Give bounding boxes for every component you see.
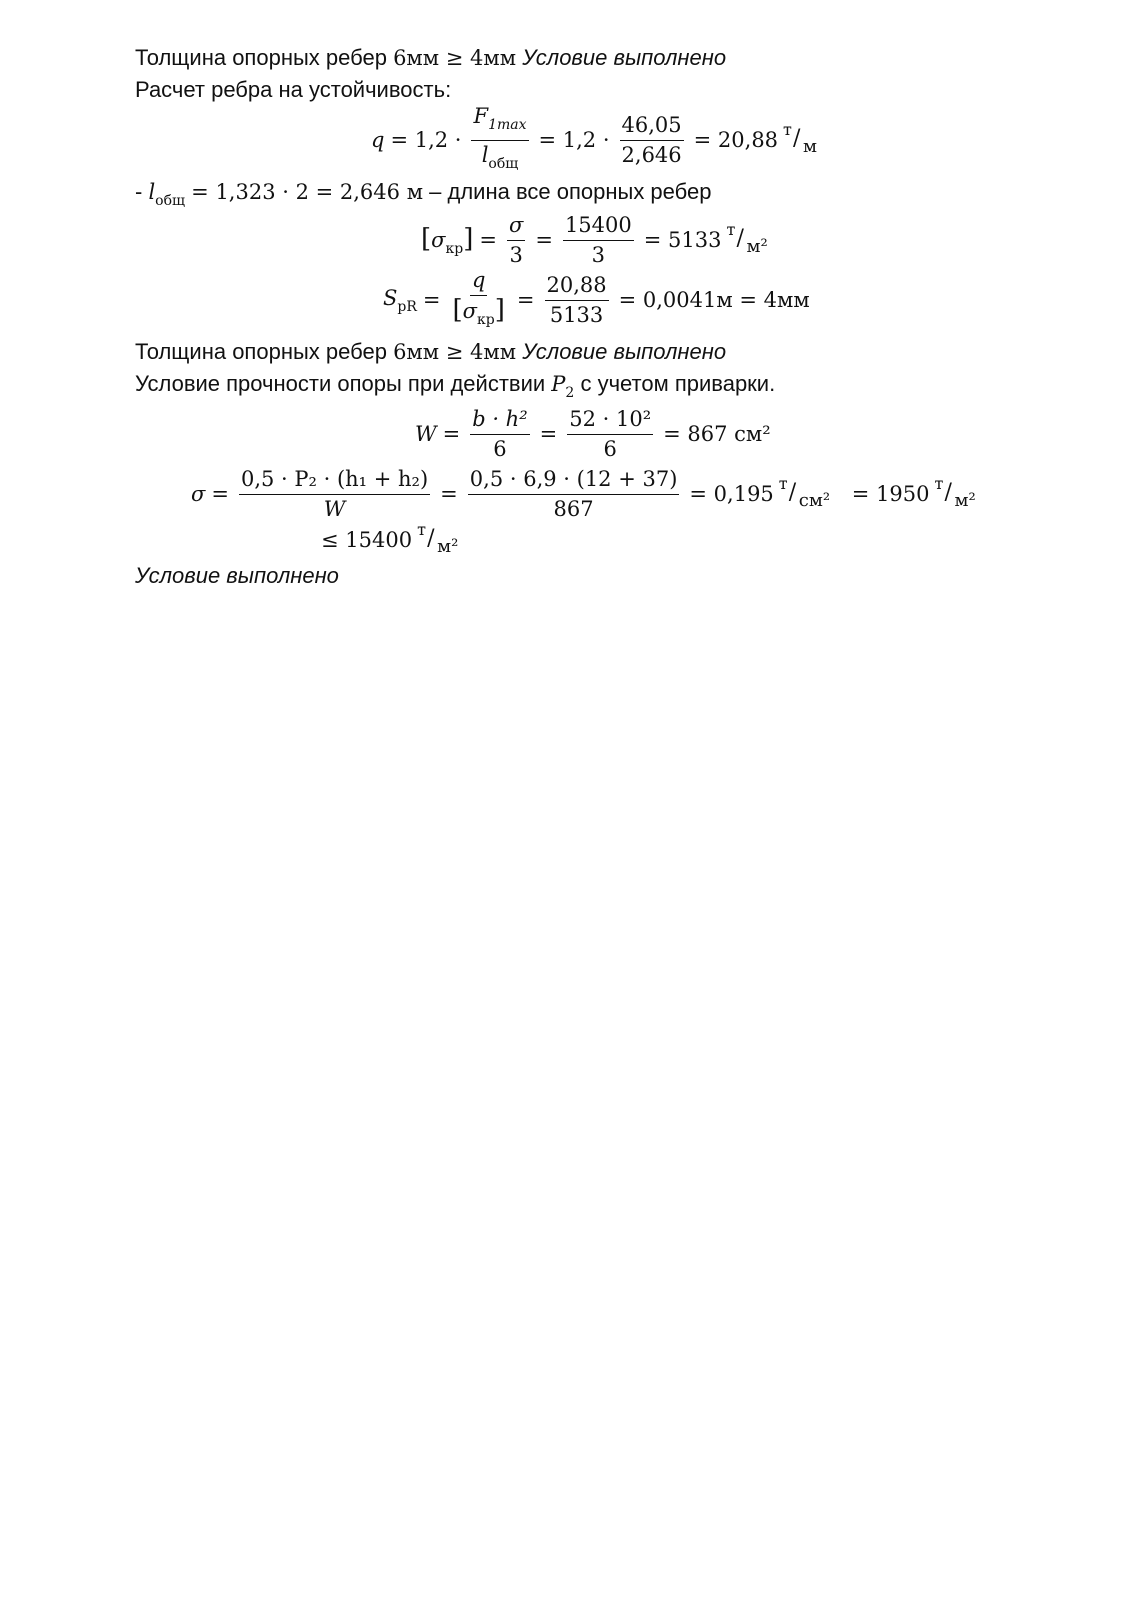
l-total-description: – длина все опорных ребер [423,179,712,204]
sigma-den-value: 3 [591,242,606,267]
equation-stress-limit [318,520,463,560]
l-total-symbol: l [148,180,156,204]
stress-num-value: 0,5 · 6,9 · (12 + 37) [468,466,680,495]
q-den-value: 2,646 [621,142,682,167]
rib-thickness-inequality-2: 6мм ≥ 4мм [393,340,517,364]
sigma-eq1: = [479,228,497,252]
sigma-num-value: 15400 [563,212,634,241]
l-total-value: = 1,323 · 2 = 2,646 м [191,180,424,204]
unit-t-b: т [778,474,788,493]
p2-symbol: P [551,372,566,396]
fraction-stress-values [465,466,683,523]
unit-m2-c: м² [437,536,459,557]
s-den-sigma: σ [462,298,478,323]
w-eq1: = [442,422,461,446]
stress-sigma: σ [191,482,206,506]
l-symbol: l [481,142,489,167]
s-den-subscript: кр [477,311,495,328]
stress-result-2: = 1950 [851,482,930,506]
unit-t-a: т [726,220,736,239]
q-num-value: 46,05 [620,112,684,141]
line-rib-thickness-2 [135,338,726,366]
q-symbol: q [371,128,385,152]
condition-met-2: Условие выполнено [522,339,727,364]
fraction-sigma-over-3 [504,212,528,269]
w-eq2: = [539,422,558,446]
condition-met-3: Условие выполнено [135,563,339,588]
unit-t-d: т [417,520,426,539]
stress-num: 0,5 · P₂ · (h₁ + h₂) [239,466,430,495]
stress-den: W [323,496,346,521]
w-den-value: 6 [603,436,617,461]
unit-t-per-cm2: т / см² [778,474,831,511]
unit-t-per-m2-c: т / м² [417,520,459,557]
s-num-value: 20,88 [545,272,609,301]
stability-heading: Расчет ребра на устойчивость: [135,77,452,102]
strength-text-2: с учетом приварки. [574,371,776,396]
q-result: = 20,88 [693,128,779,152]
fraction-f-over-l [468,103,531,178]
unit-t-per-m2-a: т / м² [726,220,768,257]
q-eq1: = 1,2 · [390,128,462,152]
s-den-value: 5133 [549,302,604,327]
l-total-subscript: общ [155,193,186,209]
s-eq1: = [422,288,441,312]
sigma-kr-symbol: σ [431,227,446,252]
s-eq2: = [516,288,535,312]
s-num: q [470,267,487,296]
w-result: = 867 см² [663,422,771,446]
sigma-den: 3 [509,242,523,267]
fraction-52-over-6 [564,406,656,463]
stress-limit: ≤ 15400 [321,528,413,552]
stress-result-1: = 0,195 [689,482,774,506]
equation-q [368,103,829,172]
w-den: 6 [493,436,507,461]
f-subscript: 1max [488,116,527,133]
rib-thickness-label-2: Толщина опорных ребер [135,339,394,364]
fraction-values-q [617,112,687,169]
dash-prefix: - [135,179,149,204]
fraction-15400-over-3 [560,212,637,269]
w-num-value: 52 · 10² [567,406,653,435]
sigma-num: σ [507,212,525,241]
s-result: = 0,0041м = 4мм [618,288,810,312]
unit-t-per-m: т / м [783,120,818,157]
unit-t: т [783,120,792,139]
sigma-kr-subscript: кр [445,240,464,257]
fraction-2088-over-5133 [542,272,612,329]
unit-t-per-m2-b: т / м² [934,474,976,511]
fraction-bh2-over-6 [467,406,532,463]
l-subscript: общ [488,155,519,172]
fraction-q-over-sigma: $\frac{q}{[\sigma_{кр}]}$ [452,267,505,328]
rib-thickness-inequality: 6мм ≥ 4мм [393,46,517,70]
q-eq2: = 1,2 · [538,128,610,152]
unit-t-c: т [934,474,944,493]
w-symbol: W [415,422,437,446]
unit-m2-a: м² [746,236,768,257]
equation-w [412,402,774,466]
equation-stress [188,462,981,526]
s-symbol: S [383,285,398,310]
fraction-stress-formula [236,466,433,523]
p2-subscript: 2 [565,385,575,401]
unit-m: м [803,136,818,157]
equation-sigma-kr: $[\sigma_{кр}]$ = $\frac{\sigma}{3}$ = $\frac{15400}{3}$ = 5133 т / м² [418,208,772,272]
f-symbol: F [473,103,489,128]
rib-thickness-label: Толщина опорных ребер [135,45,394,70]
w-num: b · h² [470,406,529,435]
line-rib-thickness-1 [135,44,726,72]
unit-m2-b: м² [954,490,976,511]
strength-text: Условие прочности опоры при действии [135,371,552,396]
condition-met-1: Условие выполнено [522,45,727,70]
sigma-result: = 5133 [643,228,722,252]
s-subscript: pR [397,298,417,315]
stress-eq1: = [211,482,229,506]
stress-den-value: 867 [553,496,594,521]
stress-eq2: = [440,482,458,506]
sigma-eq2: = [535,228,553,252]
unit-cm2: см² [798,490,831,511]
equation-s-pr [380,268,813,332]
